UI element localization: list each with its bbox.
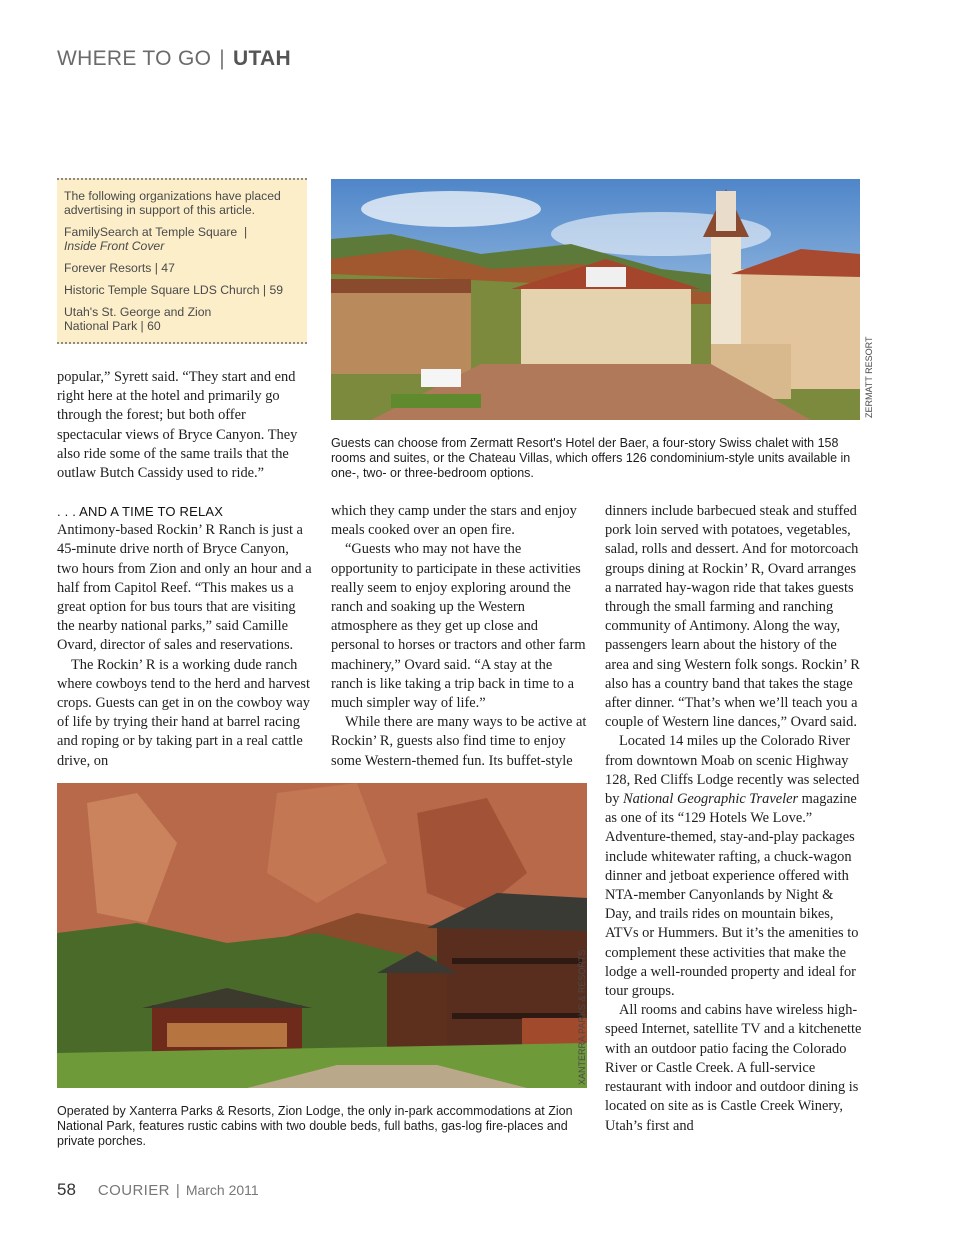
intro-column (57, 368, 313, 483)
body-paragraph: Antimony-based Rockin’ R Ranch is just a 45-minute drive north of Bryce Canyon, two hours from Zion and only an hour and a half from Capitol Reef. “This makes us a great option for bus tours that are visiting the nearby national parks,” said Camille Ovard, director of sales and reservations. (57, 522, 312, 654)
advertiser-intro: The following organizations have placed advertising in support of this article. (64, 189, 281, 217)
advertiser-item: Forever Resorts | 47 (64, 261, 175, 275)
article-column-3 (605, 502, 863, 1136)
body-paragraph: dinners include barbecued steak and stuffed pork loin served with potatoes, vegetables, salad, rolls and dessert. And for motorcoach groups dining at Rockin’ R, Ovard arranges a narrated hay-wagon ride that takes guests through the small farming and ranching community of Antimony. Along the way, passengers learn about the history of the area and sing Western folk songs. Rockin’ R also has a country band that takes the stage after dinner. “That’s when we’ll teach you a couple of Western line dances,” Ovard said. (605, 503, 860, 731)
section-header (57, 47, 291, 71)
zion-lodge-photo (57, 783, 587, 1088)
header-separator: | (219, 47, 225, 70)
advertiser-item: FamilySearch at Temple Square | Inside Front Cover (64, 225, 248, 253)
advertiser-item: Utah's St. George and Zion National Park | 60 (64, 305, 212, 333)
body-paragraph: “Guests who may not have the opportunity to participate in these activities really seem to enjoy exploring around the ranch and soaking up the Western atmosphere as they get up close and personal to horses or tractors and other farm machinery,” Ovard said. “A stay at the ranch is like taking a trip back in time to a much simpler way of life.” (331, 541, 586, 712)
bottom-photo-caption: Operated by Xanterra Parks & Resorts, Zion Lodge, the only in-park accommodations at Zion National Park, features rustic cabins with two double beds, full baths, gas-log fire-places and private porches. (57, 1104, 573, 1148)
region-label: UTAH (232, 47, 291, 70)
publication-title: National Geographic Traveler (623, 791, 799, 808)
advertiser-item: Historic Temple Square LDS Church | 59 (64, 283, 284, 297)
photo-credit: ZERMATT RESORT (864, 336, 874, 418)
body-paragraph: Located 14 miles up the Colorado River from downtown Moab on scenic Highway 128, Red Cliffs Lodge recently was selected by National Geographic Traveler magazine as one of its “129 Hotels We Love.” Adventure-themed, stay-and-play packages include whitewater rafting, a chuck-wagon dinner and jetboat experience offered with NTA-member Canyonlands by Night & Day, and trails rides on mountain bikes, ATVs or Hummers. But it’s the amenities to complement these activities that make the lodge a well-rounded property and ideal for tour groups. (605, 733, 860, 1000)
photo-credit: XANTERRA PARKS & RESORTS (577, 949, 587, 1085)
issue-date: March 2011 (185, 1182, 259, 1198)
zermatt-resort-photo (331, 179, 860, 420)
body-paragraph: which they camp under the stars and enjoy meals cooked over an open fire. (331, 503, 577, 539)
page-footer (57, 1180, 259, 1200)
article-column-2 (331, 502, 587, 771)
body-paragraph: While there are many ways to be active at Rockin’ R, guests also find time to enjoy some Western-themed fun. Its buffet-style (331, 714, 587, 769)
intro-paragraph: popular,” Syrett said. “They start and end right here at the hotel and primarily go through the forest; but both offer spectacular views of Bryce Canyon. They also ride some of the same trails that the outlaw Butch Cassidy used to ride.” (57, 369, 298, 482)
section-subhead: . . . AND A TIME TO RELAX (57, 504, 224, 519)
magazine-name: COURIER (97, 1182, 170, 1199)
page-number: 58 (57, 1180, 76, 1199)
article-column-1 (57, 502, 313, 771)
top-photo-caption: Guests can choose from Zermatt Resort's Hotel der Baer, a four-story Swiss chalet with 158 rooms and suites, or the Chateau Villas, which offers 126 condominium-style units available in one-, two- or three-bedroom options. (331, 436, 851, 480)
advertiser-box (57, 178, 307, 344)
footer-separator: | (175, 1182, 180, 1199)
body-paragraph: All rooms and cabins have wireless high-speed Internet, satellite TV and a kitchenette with an outdoor patio facing the Colorado River or Castle Creek. A full-service restaurant with indoor and outdoor dining is located on site as is Castle Creek Winery, Utah’s first and (605, 1002, 862, 1134)
section-label: WHERE TO GO (57, 47, 212, 70)
body-paragraph: The Rockin’ R is a working dude ranch where cowboys tend to the herd and harvest crops. Guests can get in on the cowboy way of life by trying their hand at barrel racing and roping or by taking part in a real cattle drive, on (57, 656, 310, 769)
